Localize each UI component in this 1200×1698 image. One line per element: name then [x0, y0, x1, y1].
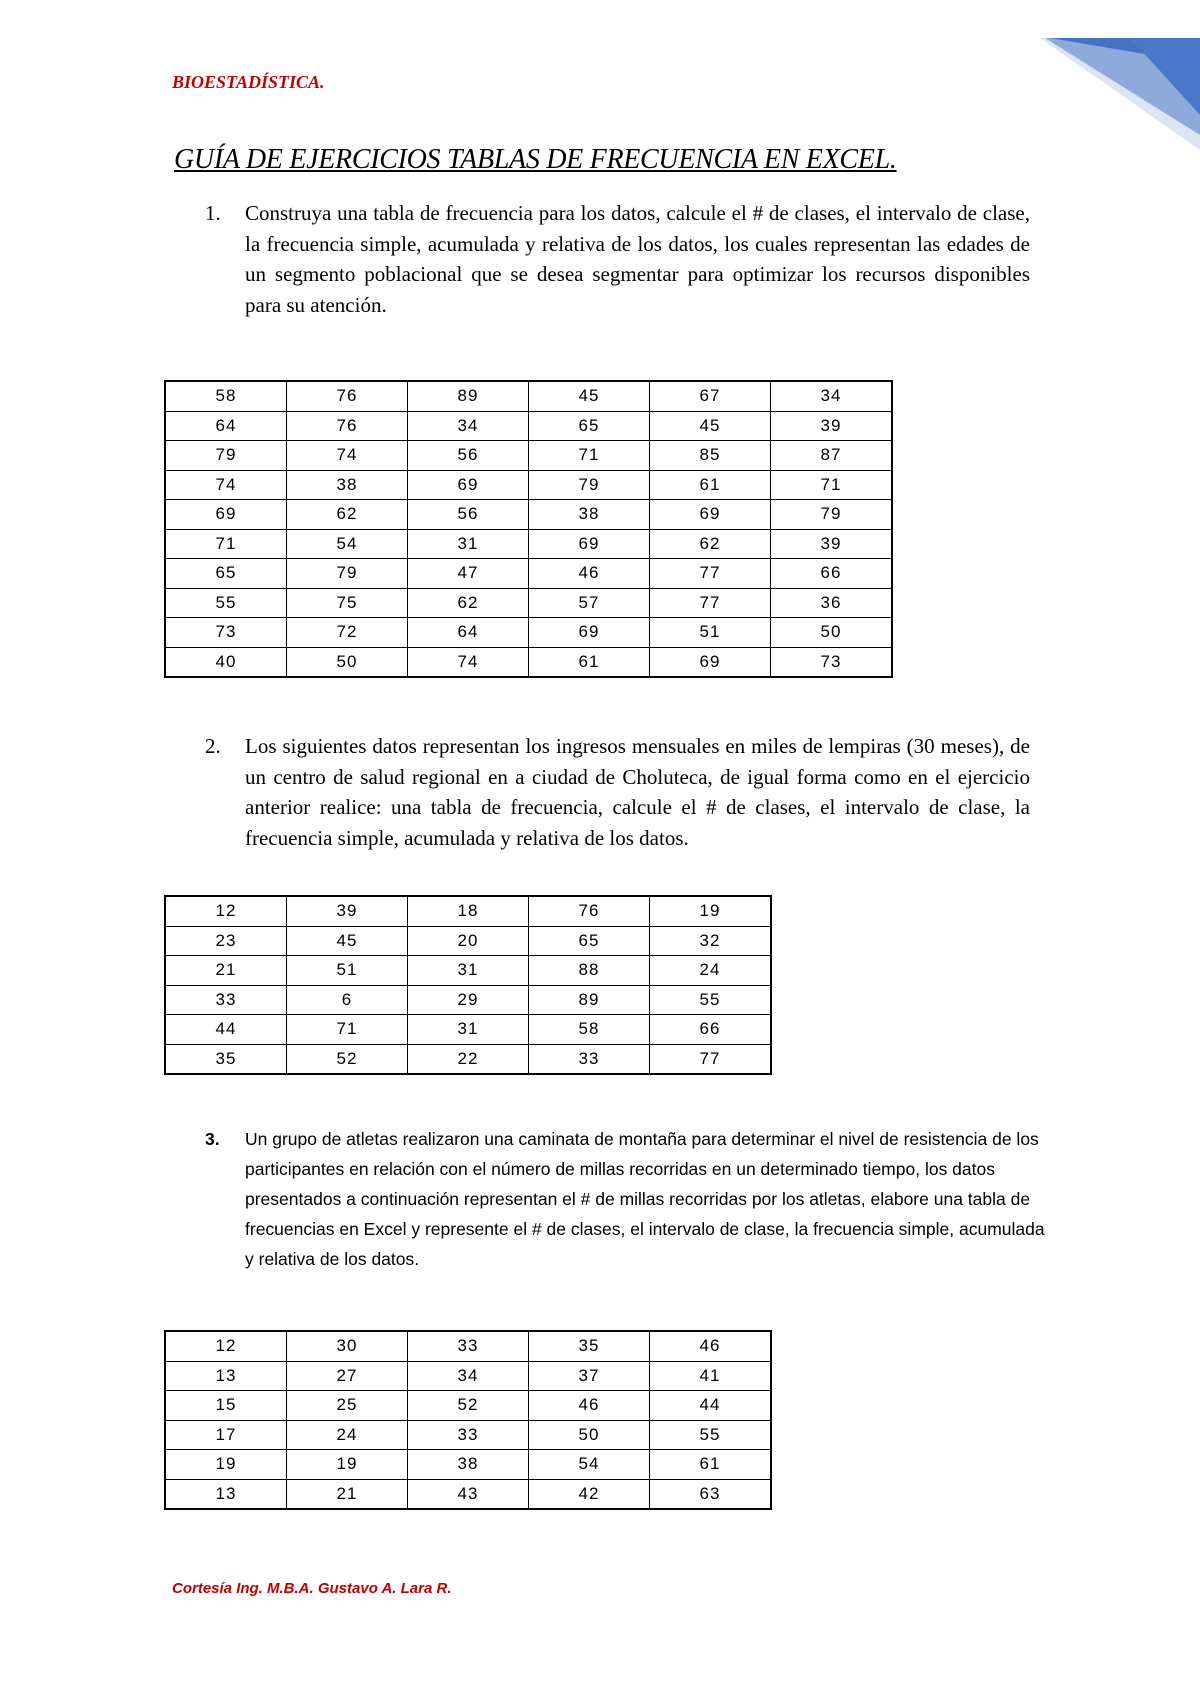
- table-cell: 61: [529, 647, 650, 677]
- table-row: [165, 926, 771, 956]
- table-cell: 61: [650, 1450, 772, 1480]
- table-row: [165, 647, 892, 677]
- table-cell: 63: [650, 1479, 772, 1509]
- table-cell: 33: [165, 985, 287, 1015]
- table-cell: 56: [408, 500, 529, 530]
- table-cell: 35: [529, 1331, 650, 1361]
- table-cell: 76: [529, 896, 650, 926]
- table-cell: 56: [408, 441, 529, 471]
- table-row: [165, 896, 771, 926]
- page-title: GUÍA DE EJERCICIOS TABLAS DE FRECUENCIA EN EXCEL.: [174, 144, 897, 175]
- table-cell: 71: [771, 470, 893, 500]
- table-cell: 77: [650, 559, 771, 589]
- table-cell: 13: [165, 1361, 287, 1391]
- table-cell: 88: [529, 956, 650, 986]
- table-cell: 75: [287, 588, 408, 618]
- table-cell: 65: [529, 411, 650, 441]
- table-cell: 74: [408, 647, 529, 677]
- table-cell: 85: [650, 441, 771, 471]
- table-cell: 89: [408, 381, 529, 411]
- table-cell: 12: [165, 896, 287, 926]
- table-cell: 62: [287, 500, 408, 530]
- data-table-3: [164, 1330, 772, 1510]
- table-cell: 52: [287, 1044, 408, 1074]
- table-cell: 79: [771, 500, 893, 530]
- table-cell: 27: [287, 1361, 408, 1391]
- table-cell: 74: [287, 441, 408, 471]
- table-cell: 31: [408, 1015, 529, 1045]
- table-row: [165, 1044, 771, 1074]
- table-cell: 50: [771, 618, 893, 648]
- table-cell: 66: [650, 1015, 772, 1045]
- table-cell: 52: [408, 1391, 529, 1421]
- data-table-1: [164, 380, 893, 678]
- exercise-number: 1.: [205, 201, 221, 225]
- table-cell: 30: [287, 1331, 408, 1361]
- data-table-2: [164, 895, 772, 1075]
- table-cell: 35: [165, 1044, 287, 1074]
- table-cell: 45: [287, 926, 408, 956]
- table-cell: 45: [529, 381, 650, 411]
- table-cell: 64: [165, 411, 287, 441]
- table-row: [165, 1331, 771, 1361]
- table-cell: 40: [165, 647, 287, 677]
- table-cell: 29: [408, 985, 529, 1015]
- table-cell: 18: [408, 896, 529, 926]
- table-cell: 58: [165, 381, 287, 411]
- table-cell: 76: [287, 381, 408, 411]
- table-cell: 15: [165, 1391, 287, 1421]
- table-cell: 32: [650, 926, 772, 956]
- exercise-text: Construya una tabla de frecuencia para los datos, calcule el # de clases, el intervalo de clase, la frecuencia simple, acumulada y relativa de los datos, los cuales representan las edades de un segmento poblacional que se desea segmentar para optimizar los recursos disponibles para su atención.: [245, 201, 1030, 317]
- table-cell: 12: [165, 1331, 287, 1361]
- table-cell: 65: [529, 926, 650, 956]
- table-cell: 39: [771, 411, 893, 441]
- exercise-text: Los siguientes datos representan los ingresos mensuales en miles de lempiras (30 meses), de un centro de salud regional en a ciudad de Choluteca, de igual forma como en el ejercicio anterior realice: una tabla de frecuencia, calcule el # de clases, el intervalo de clase, la frecuencia simple, acumulada y relativa de los datos.: [245, 734, 1030, 850]
- exercise-1: [205, 198, 1030, 320]
- table-cell: 61: [650, 470, 771, 500]
- table-cell: 50: [287, 647, 408, 677]
- table-row: [165, 500, 892, 530]
- table-cell: 55: [650, 1420, 772, 1450]
- table-cell: 22: [408, 1044, 529, 1074]
- table-cell: 38: [408, 1450, 529, 1480]
- table-cell: 69: [650, 647, 771, 677]
- table-row: [165, 559, 892, 589]
- table-cell: 46: [529, 559, 650, 589]
- table-cell: 17: [165, 1420, 287, 1450]
- table-cell: 65: [165, 559, 287, 589]
- table-cell: 44: [165, 1015, 287, 1045]
- table-cell: 33: [408, 1331, 529, 1361]
- table-row: [165, 588, 892, 618]
- table-cell: 20: [408, 926, 529, 956]
- table-cell: 33: [408, 1420, 529, 1450]
- table-cell: 51: [287, 956, 408, 986]
- table-cell: 66: [771, 559, 893, 589]
- exercise-number: 2.: [205, 734, 221, 758]
- table-row: [165, 1391, 771, 1421]
- table-cell: 6: [287, 985, 408, 1015]
- table-cell: 71: [287, 1015, 408, 1045]
- table-cell: 71: [529, 441, 650, 471]
- table-cell: 23: [165, 926, 287, 956]
- table-cell: 42: [529, 1479, 650, 1509]
- table-row: [165, 985, 771, 1015]
- table-cell: 19: [287, 1450, 408, 1480]
- table-cell: 76: [287, 411, 408, 441]
- table-cell: 34: [771, 381, 893, 411]
- table-cell: 50: [529, 1420, 650, 1450]
- exercise-text: Un grupo de atletas realizaron una caminata de montaña para determinar el nivel de resistencia de los participantes en relación con el número de millas recorridas en un determinado tiempo, los datos presentados a continuación representan el # de millas recorridas por los atletas, elabore una tabla de frecuencias en Excel y represente el # de clases, el intervalo de clase, la frecuencia simple, acumulada y relativa de los datos.: [245, 1129, 1045, 1269]
- table-cell: 25: [287, 1391, 408, 1421]
- table-cell: 51: [650, 618, 771, 648]
- table-cell: 39: [287, 896, 408, 926]
- table-row: [165, 1450, 771, 1480]
- exercise-3: [205, 1124, 1045, 1274]
- table-cell: 37: [529, 1361, 650, 1391]
- table-cell: 57: [529, 588, 650, 618]
- table-cell: 73: [771, 647, 893, 677]
- table-cell: 19: [650, 896, 772, 926]
- table-cell: 62: [408, 588, 529, 618]
- footer-credit: Cortesía Ing. M.B.A. Gustavo A. Lara R.: [172, 1580, 452, 1597]
- table-cell: 87: [771, 441, 893, 471]
- corner-decoration: [1020, 0, 1200, 150]
- table-cell: 54: [287, 529, 408, 559]
- table-cell: 46: [650, 1331, 772, 1361]
- table-row: [165, 1479, 771, 1509]
- table-cell: 79: [529, 470, 650, 500]
- table-cell: 89: [529, 985, 650, 1015]
- table-row: [165, 618, 892, 648]
- table-cell: 43: [408, 1479, 529, 1509]
- table-cell: 46: [529, 1391, 650, 1421]
- table-cell: 38: [529, 500, 650, 530]
- table-cell: 38: [287, 470, 408, 500]
- exercise-number: 3.: [205, 1129, 220, 1149]
- table-cell: 45: [650, 411, 771, 441]
- table-cell: 41: [650, 1361, 772, 1391]
- table-cell: 58: [529, 1015, 650, 1045]
- table-cell: 74: [165, 470, 287, 500]
- table-cell: 69: [650, 500, 771, 530]
- table-cell: 79: [165, 441, 287, 471]
- table-cell: 73: [165, 618, 287, 648]
- table-cell: 24: [650, 956, 772, 986]
- table-row: [165, 529, 892, 559]
- table-row: [165, 1361, 771, 1391]
- table-cell: 77: [650, 588, 771, 618]
- table-cell: 31: [408, 529, 529, 559]
- table-cell: 34: [408, 1361, 529, 1391]
- table-row: [165, 441, 892, 471]
- table-cell: 47: [408, 559, 529, 589]
- table-row: [165, 1420, 771, 1450]
- table-cell: 44: [650, 1391, 772, 1421]
- table-cell: 62: [650, 529, 771, 559]
- table-cell: 55: [650, 985, 772, 1015]
- table-cell: 77: [650, 1044, 772, 1074]
- table-cell: 33: [529, 1044, 650, 1074]
- table-cell: 36: [771, 588, 893, 618]
- table-cell: 24: [287, 1420, 408, 1450]
- table-cell: 13: [165, 1479, 287, 1509]
- table-cell: 21: [165, 956, 287, 986]
- table-cell: 31: [408, 956, 529, 986]
- table-cell: 34: [408, 411, 529, 441]
- table-cell: 69: [165, 500, 287, 530]
- table-cell: 19: [165, 1450, 287, 1480]
- table-row: [165, 381, 892, 411]
- table-cell: 67: [650, 381, 771, 411]
- table-row: [165, 956, 771, 986]
- table-row: [165, 470, 892, 500]
- table-row: [165, 411, 892, 441]
- table-cell: 71: [165, 529, 287, 559]
- table-cell: 69: [408, 470, 529, 500]
- table-cell: 72: [287, 618, 408, 648]
- exercise-2: [205, 731, 1030, 853]
- table-cell: 69: [529, 529, 650, 559]
- table-cell: 69: [529, 618, 650, 648]
- table-row: [165, 1015, 771, 1045]
- table-cell: 39: [771, 529, 893, 559]
- table-cell: 79: [287, 559, 408, 589]
- table-cell: 21: [287, 1479, 408, 1509]
- course-header: BIOESTADÍSTICA.: [172, 72, 325, 92]
- table-cell: 64: [408, 618, 529, 648]
- table-cell: 55: [165, 588, 287, 618]
- table-cell: 54: [529, 1450, 650, 1480]
